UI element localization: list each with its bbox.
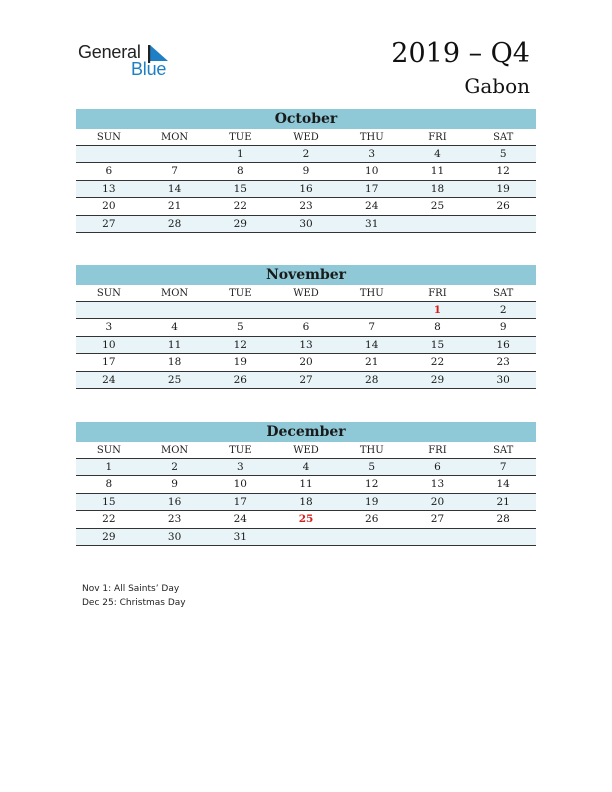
date-cell: 9 bbox=[302, 165, 310, 178]
date-cell: 8 bbox=[434, 321, 441, 334]
weekday-label: TUE bbox=[229, 288, 252, 299]
week-row bbox=[76, 476, 536, 493]
week-row bbox=[76, 354, 536, 371]
date-cell: 15 bbox=[233, 182, 247, 195]
date-cell: 21 bbox=[365, 356, 379, 369]
date-cell: 1 bbox=[236, 148, 244, 160]
date-cell: 9 bbox=[499, 321, 507, 334]
date-cell bbox=[76, 146, 142, 162]
weekday-label: TUE bbox=[229, 132, 252, 143]
date-cell: 15 bbox=[430, 338, 445, 351]
weekday-label: SAT bbox=[493, 132, 514, 143]
date-cell: 24 bbox=[365, 200, 379, 213]
date-cell: 18 bbox=[167, 356, 182, 369]
week-row bbox=[76, 198, 536, 215]
date-cell: 10 bbox=[233, 478, 247, 491]
date-cell: 14 bbox=[496, 478, 510, 491]
date-cell bbox=[273, 529, 339, 545]
date-cell: 16 bbox=[167, 495, 182, 508]
date-cell: 6 bbox=[302, 321, 310, 334]
week-row bbox=[76, 494, 536, 511]
date-cell: 26 bbox=[365, 513, 379, 526]
weekday-label: SUN bbox=[96, 132, 121, 143]
month-october bbox=[76, 109, 536, 233]
week-row bbox=[76, 372, 536, 389]
date-cell: 27 bbox=[430, 513, 445, 526]
date-cell bbox=[339, 302, 405, 318]
date-cell bbox=[405, 216, 471, 232]
date-cell: 20 bbox=[430, 495, 445, 508]
holiday-date-cell: 1 bbox=[433, 304, 442, 316]
weekday-label: THU bbox=[359, 132, 384, 143]
date-cell: 11 bbox=[430, 165, 445, 178]
date-cell bbox=[76, 302, 142, 318]
weekday-header-row bbox=[76, 442, 536, 459]
date-cell: 23 bbox=[167, 513, 182, 526]
month-title: October bbox=[76, 109, 536, 129]
date-cell: 15 bbox=[102, 495, 116, 508]
weekday-label: TUE bbox=[229, 445, 252, 456]
date-cell: 22 bbox=[430, 356, 445, 369]
date-cell: 25 bbox=[167, 373, 182, 386]
weekday-label: WED bbox=[293, 132, 319, 143]
date-cell: 20 bbox=[299, 356, 313, 369]
date-cell: 29 bbox=[102, 530, 116, 543]
date-cell: 29 bbox=[430, 373, 445, 386]
weekday-header-row bbox=[76, 285, 536, 302]
date-cell: 18 bbox=[430, 182, 445, 195]
date-cell bbox=[470, 529, 536, 545]
date-cell: 26 bbox=[233, 373, 247, 386]
date-cell: 3 bbox=[236, 461, 244, 473]
date-cell: 5 bbox=[499, 148, 507, 160]
date-cell: 19 bbox=[365, 495, 379, 508]
date-cell: 2 bbox=[499, 304, 507, 316]
date-cell: 2 bbox=[171, 461, 178, 473]
date-cell: 27 bbox=[102, 217, 116, 230]
country-name: Gabon bbox=[464, 74, 530, 98]
date-cell: 13 bbox=[430, 478, 445, 491]
holiday-date-cell: 25 bbox=[298, 513, 314, 526]
weekday-label: MON bbox=[160, 288, 189, 299]
date-cell: 7 bbox=[368, 321, 376, 334]
week-row bbox=[76, 459, 536, 476]
date-cell: 25 bbox=[430, 200, 445, 213]
date-cell: 23 bbox=[496, 356, 510, 369]
date-cell: 26 bbox=[496, 200, 510, 213]
date-cell: 12 bbox=[365, 478, 379, 491]
week-row bbox=[76, 529, 536, 546]
holiday-note: Nov 1: All Saints’ Day bbox=[82, 584, 180, 594]
date-cell: 28 bbox=[496, 513, 510, 526]
holiday-note: Dec 25: Christmas Day bbox=[82, 598, 186, 608]
date-cell: 13 bbox=[299, 338, 313, 351]
page-title: 2019 – Q4 bbox=[391, 38, 530, 69]
weekday-label: MON bbox=[160, 132, 189, 143]
date-cell: 10 bbox=[102, 338, 116, 351]
weekday-label: FRI bbox=[428, 445, 447, 456]
weekday-label: SAT bbox=[493, 288, 514, 299]
date-cell: 16 bbox=[299, 182, 313, 195]
date-cell: 21 bbox=[167, 200, 182, 213]
date-cell: 8 bbox=[105, 478, 113, 491]
date-cell: 31 bbox=[365, 217, 379, 230]
date-cell: 3 bbox=[105, 321, 113, 334]
date-cell: 4 bbox=[171, 321, 178, 334]
date-cell: 10 bbox=[365, 165, 379, 178]
date-cell: 8 bbox=[236, 165, 244, 178]
date-cell bbox=[339, 529, 405, 545]
weekday-label: THU bbox=[359, 445, 384, 456]
date-cell: 30 bbox=[496, 373, 510, 386]
week-row bbox=[76, 146, 536, 163]
week-row bbox=[76, 302, 536, 319]
date-cell: 16 bbox=[496, 338, 510, 351]
weekday-label: SUN bbox=[96, 288, 121, 299]
week-row bbox=[76, 163, 536, 180]
weekday-header-row bbox=[76, 129, 536, 146]
brand-word-blue: Blue bbox=[131, 59, 167, 79]
date-cell bbox=[142, 146, 208, 162]
week-row bbox=[76, 216, 536, 233]
date-cell: 22 bbox=[233, 200, 247, 213]
date-cell: 20 bbox=[102, 200, 116, 213]
week-row bbox=[76, 319, 536, 336]
month-december bbox=[76, 422, 536, 546]
week-row bbox=[76, 337, 536, 354]
date-cell: 24 bbox=[102, 373, 116, 386]
date-cell bbox=[273, 302, 339, 318]
date-cell bbox=[470, 216, 536, 232]
date-cell: 5 bbox=[368, 461, 376, 473]
week-row bbox=[76, 181, 536, 198]
date-cell bbox=[405, 529, 471, 545]
date-cell: 30 bbox=[299, 217, 313, 230]
date-cell: 19 bbox=[233, 356, 247, 369]
date-cell: 17 bbox=[365, 182, 379, 195]
date-cell: 29 bbox=[233, 217, 247, 230]
date-cell: 21 bbox=[496, 495, 510, 508]
date-cell: 19 bbox=[496, 182, 510, 195]
date-cell: 22 bbox=[102, 513, 116, 526]
date-cell: 28 bbox=[167, 217, 182, 230]
date-cell: 5 bbox=[236, 321, 244, 334]
date-cell: 12 bbox=[233, 338, 247, 351]
date-cell: 18 bbox=[299, 495, 313, 508]
weekday-label: WED bbox=[293, 288, 319, 299]
date-cell: 11 bbox=[299, 478, 313, 491]
date-cell: 4 bbox=[302, 461, 310, 473]
date-cell: 14 bbox=[167, 182, 182, 195]
month-title: November bbox=[76, 265, 536, 285]
weekday-label: FRI bbox=[428, 132, 447, 143]
month-title: December bbox=[76, 422, 536, 442]
date-cell: 13 bbox=[102, 182, 116, 195]
weekday-label: THU bbox=[359, 288, 384, 299]
date-cell: 17 bbox=[102, 356, 116, 369]
date-cell: 11 bbox=[167, 338, 182, 351]
weekday-label: MON bbox=[160, 445, 189, 456]
brand-logo bbox=[78, 42, 178, 82]
date-cell: 12 bbox=[496, 165, 510, 178]
date-cell: 6 bbox=[434, 461, 441, 473]
brand-word-general: General bbox=[78, 42, 141, 62]
holiday-notes bbox=[82, 582, 186, 610]
weekday-label: FRI bbox=[428, 288, 447, 299]
month-november bbox=[76, 265, 536, 389]
date-cell: 27 bbox=[299, 373, 313, 386]
date-cell: 2 bbox=[302, 148, 310, 160]
date-cell: 7 bbox=[171, 165, 178, 178]
date-cell bbox=[142, 302, 208, 318]
date-cell: 9 bbox=[171, 478, 178, 491]
date-cell: 7 bbox=[499, 461, 507, 473]
date-cell bbox=[207, 302, 273, 318]
weekday-label: WED bbox=[293, 445, 319, 456]
week-row bbox=[76, 511, 536, 528]
date-cell: 14 bbox=[365, 338, 379, 351]
date-cell: 6 bbox=[105, 165, 113, 178]
date-cell: 30 bbox=[167, 530, 182, 543]
date-cell: 28 bbox=[365, 373, 379, 386]
weekday-label: SAT bbox=[493, 445, 514, 456]
date-cell: 4 bbox=[434, 148, 441, 160]
date-cell: 3 bbox=[368, 148, 376, 160]
date-cell: 31 bbox=[233, 530, 247, 543]
date-cell: 1 bbox=[105, 461, 113, 473]
weekday-label: SUN bbox=[96, 445, 121, 456]
date-cell: 23 bbox=[299, 200, 313, 213]
date-cell: 24 bbox=[233, 513, 247, 526]
date-cell: 17 bbox=[233, 495, 247, 508]
